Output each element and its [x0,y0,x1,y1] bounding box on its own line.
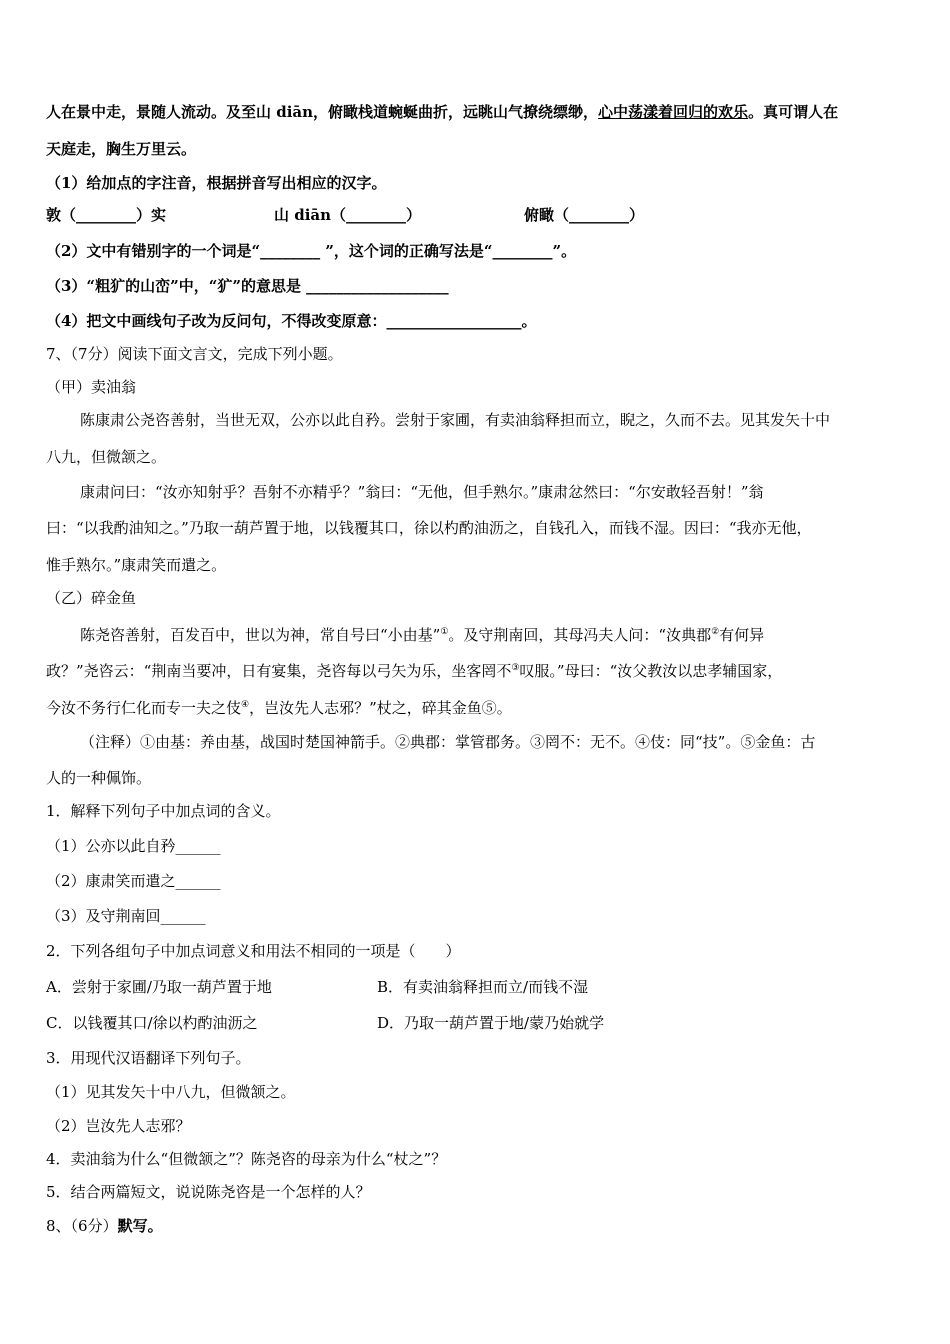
jia-para-2-line-3: 惟手熟尔。”康肃笑而遣之。 [46,556,227,574]
yi-para-line-2 [46,658,782,681]
sub-question-2: 2．下列各组句子中加点词意义和用法不相同的一项是（ ） [46,942,461,960]
sub-question-1: 1．解释下列句子中加点词的含义。 [46,802,281,820]
yi-text: 今汝不务行仁化而专一夫之伎 [46,699,242,717]
yi-text: 叹服。”母曰：“汝父教汝以忠孝辅国家， [519,662,783,680]
passage-line-1 [46,102,838,122]
passage-text: 。真可谓人在 [748,103,839,121]
jia-para-2-line-2: 曰：“以我酌油知之。”乃取一葫芦置于地，以钱覆其口，徐以杓酌油沥之，自钱孔入，而钱不湿。因曰：“我亦无他， [46,519,812,537]
yi-text: 陈尧咨善射，百发百中，世以为神，常自号曰“小由基” [80,626,441,644]
yi-para-line-3 [46,695,512,718]
option-b: B．有卖油翁释担而立/而钱不湿 [377,978,589,996]
sub-question-1-item-2: （2）康肃笑而遣之______ [46,872,221,890]
yi-text: 。及守荆南回，其母冯夫人问：“汝典郡 [448,626,712,644]
sub-question-5: 5．结合两篇短文，说说陈尧咨是一个怎样的人？ [46,1183,371,1201]
blank-fukan: 俯瞰（________） [524,206,645,224]
yi-text: ，岂汝先人志邪？”杖之，碎其金鱼⑤。 [249,699,512,717]
footnote-mark: ④ [241,700,250,710]
q8-number: 8、（6分） [46,1217,118,1235]
jia-para-2-line-1: 康肃问曰：“汝亦知射乎？吾射不亦精乎？”翁曰：“无他，但手熟尔。”康肃忿然曰：“尔安敢轻吾射！”翁 [80,483,764,501]
footnote-mark: ② [711,627,720,637]
q8-title: 默写。 [117,1217,163,1235]
sub-question-3: 3．用现代汉语翻译下列句子。 [46,1049,251,1067]
q7-header: 7、（7分）阅读下面文言文，完成下列小题。 [46,345,343,363]
jia-para-1-line-2: 八九，但微颔之。 [46,448,167,466]
q6-part1: （1）给加点的字注音，根据拼音写出相应的汉字。 [46,174,387,192]
sub-question-3-item-1: （1）见其发矢十中八九，但微颔之。 [46,1083,296,1101]
sub-question-4: 4．卖油翁为什么“但微颔之”？陈尧咨的母亲为什么“杖之”？ [46,1150,447,1168]
sub-question-3-item-2: （2）岂汝先人志邪？ [46,1117,191,1135]
yi-para-line-1 [80,622,764,645]
option-d: D．乃取一葫芦置于地/蒙乃始就学 [377,1014,605,1032]
q6-part4: （4）把文中画线句子改为反问句，不得改变原意：__________________。 [46,312,537,330]
notes-line-1: （注释）①由基：养由基，战国时楚国神箭手。②典郡：掌管郡务。③罔不：无不。④伎：同“技”。⑤金鱼：古 [80,733,816,751]
notes-line-2: 人的一种佩饰。 [46,769,152,787]
passage-line-2: 天庭走，胸生万里云。 [46,140,197,158]
sub-question-1-item-3: （3）及守荆南回______ [46,907,206,925]
q8-header [46,1216,163,1236]
q6-part3: （3）“粗犷的山峦”中，“犷”的意思是 ___________________ [46,277,449,295]
yi-text: 有何异 [719,626,765,644]
underlined-sentence: 心中荡漾着回归的欢乐 [598,103,749,121]
option-c: C．以钱覆其口/徐以杓酌油沥之 [46,1014,258,1032]
yi-text: 政？”尧咨云：“荆南当要冲，日有宴集，尧咨每以弓矢为乐，坐客罔不 [46,662,512,680]
yi-title: （乙）碎金鱼 [46,589,137,607]
jia-title: （甲）卖油翁 [46,378,137,396]
option-a: A．尝射于家圃/乃取一葫芦置于地 [46,978,272,996]
footnote-mark: ① [440,627,449,637]
jia-para-1-line-1: 陈康肃公尧咨善射，当世无双，公亦以此自矜。尝射于家圃，有卖油翁释担而立，睨之，久而不去。见其发矢十中 [80,411,831,429]
q6-part2: （2）文中有错别字的一个词是“________ ”，这个词的正确写法是“________”。 [46,242,577,260]
footnote-mark: ③ [511,663,520,673]
sub-question-1-item-1: （1）公亦以此自矜______ [46,837,221,855]
blank-shandian: 山 diān（________） [274,206,422,224]
blank-dunshi: 敦（________）实 [46,206,167,224]
passage-text: 人在景中走，景随人流动。及至山 diān，俯瞰栈道蜿蜒曲折，远眺山气撩绕缥缈， [46,103,599,121]
